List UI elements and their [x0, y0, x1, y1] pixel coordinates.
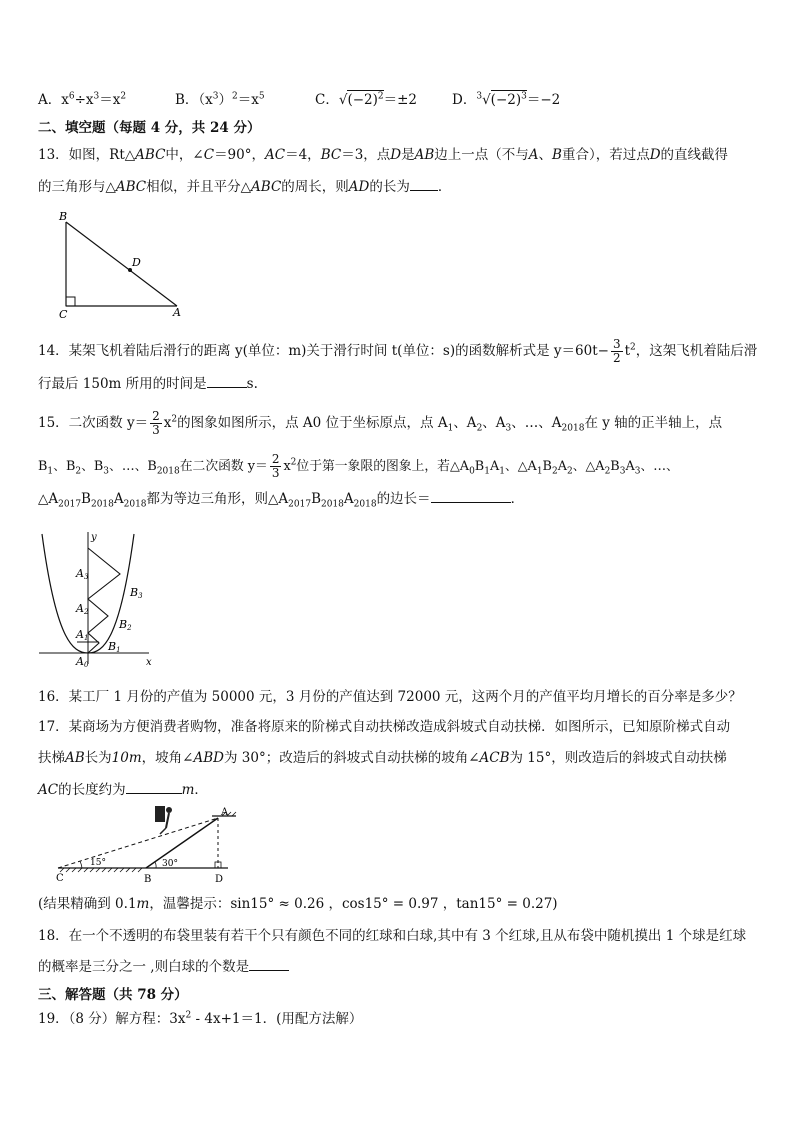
fraction: $\frac{2}{3}$ [152, 409, 160, 437]
q17-line2: 扶梯AB长为10m，坡角∠ABD为 30°；改造后的斜坡式自动扶梯的坡角∠ACB为 15°，则改造后的斜坡式自动扶梯 [38, 750, 727, 766]
section-title-fill-in: 二、填空题（每题 4 分，共 24 分） [38, 120, 261, 136]
label-d: D [215, 874, 224, 885]
answer-blank[interactable] [207, 374, 247, 388]
label-b2: B2 [119, 618, 132, 632]
q17-escalator-figure [52, 806, 242, 886]
person-icon [155, 806, 172, 834]
label-a: A [221, 807, 229, 818]
q13-line1: 13．如图，Rt△ABC中，∠C＝90°，AC＝4，BC＝3，点D是AB边上一点（不与A、B重合），若过点D的直线截得 [38, 147, 729, 163]
fraction: $\frac{3}{2}$ [612, 337, 621, 365]
q18-line2: 的概率是三分之一 ,则白球的个数是 [38, 957, 289, 976]
label-a: A [173, 306, 181, 319]
label-b3: B3 [130, 586, 143, 600]
q18-line1: 18．在一个不透明的布袋里装有若干个只有颜色不同的红球和白球,其中有 3 个红球,且从布袋中随机摸出 1 个球是红球 [38, 928, 747, 944]
q15-parabola-figure [36, 528, 160, 670]
angle-15-label: 15° [90, 858, 106, 868]
q13-line2: 的三角形与△ABC相似，并且平分△ABC的周长，则AD的长为 ． [38, 179, 452, 195]
label-d: D [132, 256, 141, 269]
answer-blank[interactable] [431, 489, 511, 503]
label-b: B [59, 210, 68, 223]
axis-x-label: x [146, 657, 152, 668]
cbrt-sign: √ [482, 92, 491, 108]
answer-blank[interactable] [410, 177, 438, 191]
label-a1: A1 [76, 628, 89, 642]
answer-blank[interactable] [126, 780, 182, 794]
q14-line1: 14．某架飞机着陆后滑行的距离 y(单位：m)关于滑行时间 t(单位：s)的函数解析式是 y＝60t− $\frac{3}{2}$ $t^2$，这架飞机着陆后滑 [38, 337, 758, 365]
q15-line1: 15．二次函数 y＝ $\frac{2}{3}$ $x^2$的图象如图所示，点 A0 位于坐标原点，点 $A_1$、$A_2$、$A_3$、…、$A_{2018}$在 y 轴的正半轴上，点 [38, 409, 723, 437]
label-b1: B1 [108, 640, 121, 654]
option-a: A．$x^6\div x^3=x^2$ [38, 91, 127, 108]
right-angle-mark [66, 297, 75, 306]
q14-line2: 行最后 150m 所用的时间是 s. [38, 376, 258, 392]
label-b: B [144, 874, 152, 885]
label-a3: A3 [76, 567, 89, 581]
answer-blank[interactable] [249, 957, 289, 971]
option-b: B．$(x^3)^2=x^5$ [175, 91, 265, 108]
label-a0: A0 [76, 655, 89, 669]
sqrt-sign: √ [338, 92, 348, 108]
q15-line3: $\triangle A_{2017}B_{2018}A_{2018}$都为等边三角形，则$\triangle A_{2017}B_{2018}A_{2018}$的边长＝ ． [38, 491, 525, 510]
q19-text: 19．（8 分）解方程：$3x^2 - 4x+1=1$．(用配方法解） [38, 1010, 363, 1027]
label-a2: A2 [76, 602, 89, 616]
escalator-ab [146, 818, 218, 868]
fraction: $\frac{2}{3}$ [271, 452, 280, 480]
q17-hint: (结果精确到 0.1m，温馨提示：sin15° ≈ 0.26 ，cos15° = 0.97 ，tan15° = 0.27) [38, 896, 558, 912]
q13-triangle-figure [55, 208, 190, 320]
axis-y-label: y [91, 532, 97, 543]
label-c: C [56, 873, 64, 884]
section-title-solve: 三、解答题（共 78 分） [38, 987, 188, 1003]
label-c: C [59, 308, 68, 320]
q15-line2: $B_1$、$B_2$、$B_3$、…、$B_{2018}$在二次函数 y＝ $\frac{2}{3}$ $x^2$位于第一象限的图象上，若$\triangle A_0B_1A_1$、$\triangle A_1B_2A_2$、$\triangle A_2B_3A_3$、…、 [38, 452, 679, 480]
q17-line1: 17．某商场为方便消费者购物，准备将原来的阶梯式自动扶梯改造成斜坡式自动扶梯．如图所示，已知原阶梯式自动 [38, 719, 731, 735]
option-c: C．$√(-2)^2=\pm 2$ [315, 91, 418, 108]
slope-ac [58, 818, 218, 868]
option-d: D．$^3√(-2)^3=-2$ [452, 91, 561, 108]
q17-line3: AC的长度约为 m． [38, 782, 208, 798]
q16-text: 16．某工厂 1 月份的产值为 50000 元，3 月份的产值达到 72000 元，这两个月的产值平均月增长的百分率是多少？ [38, 689, 742, 705]
equilateral-triangles [88, 548, 120, 653]
angle-30-label: 30° [162, 859, 178, 869]
